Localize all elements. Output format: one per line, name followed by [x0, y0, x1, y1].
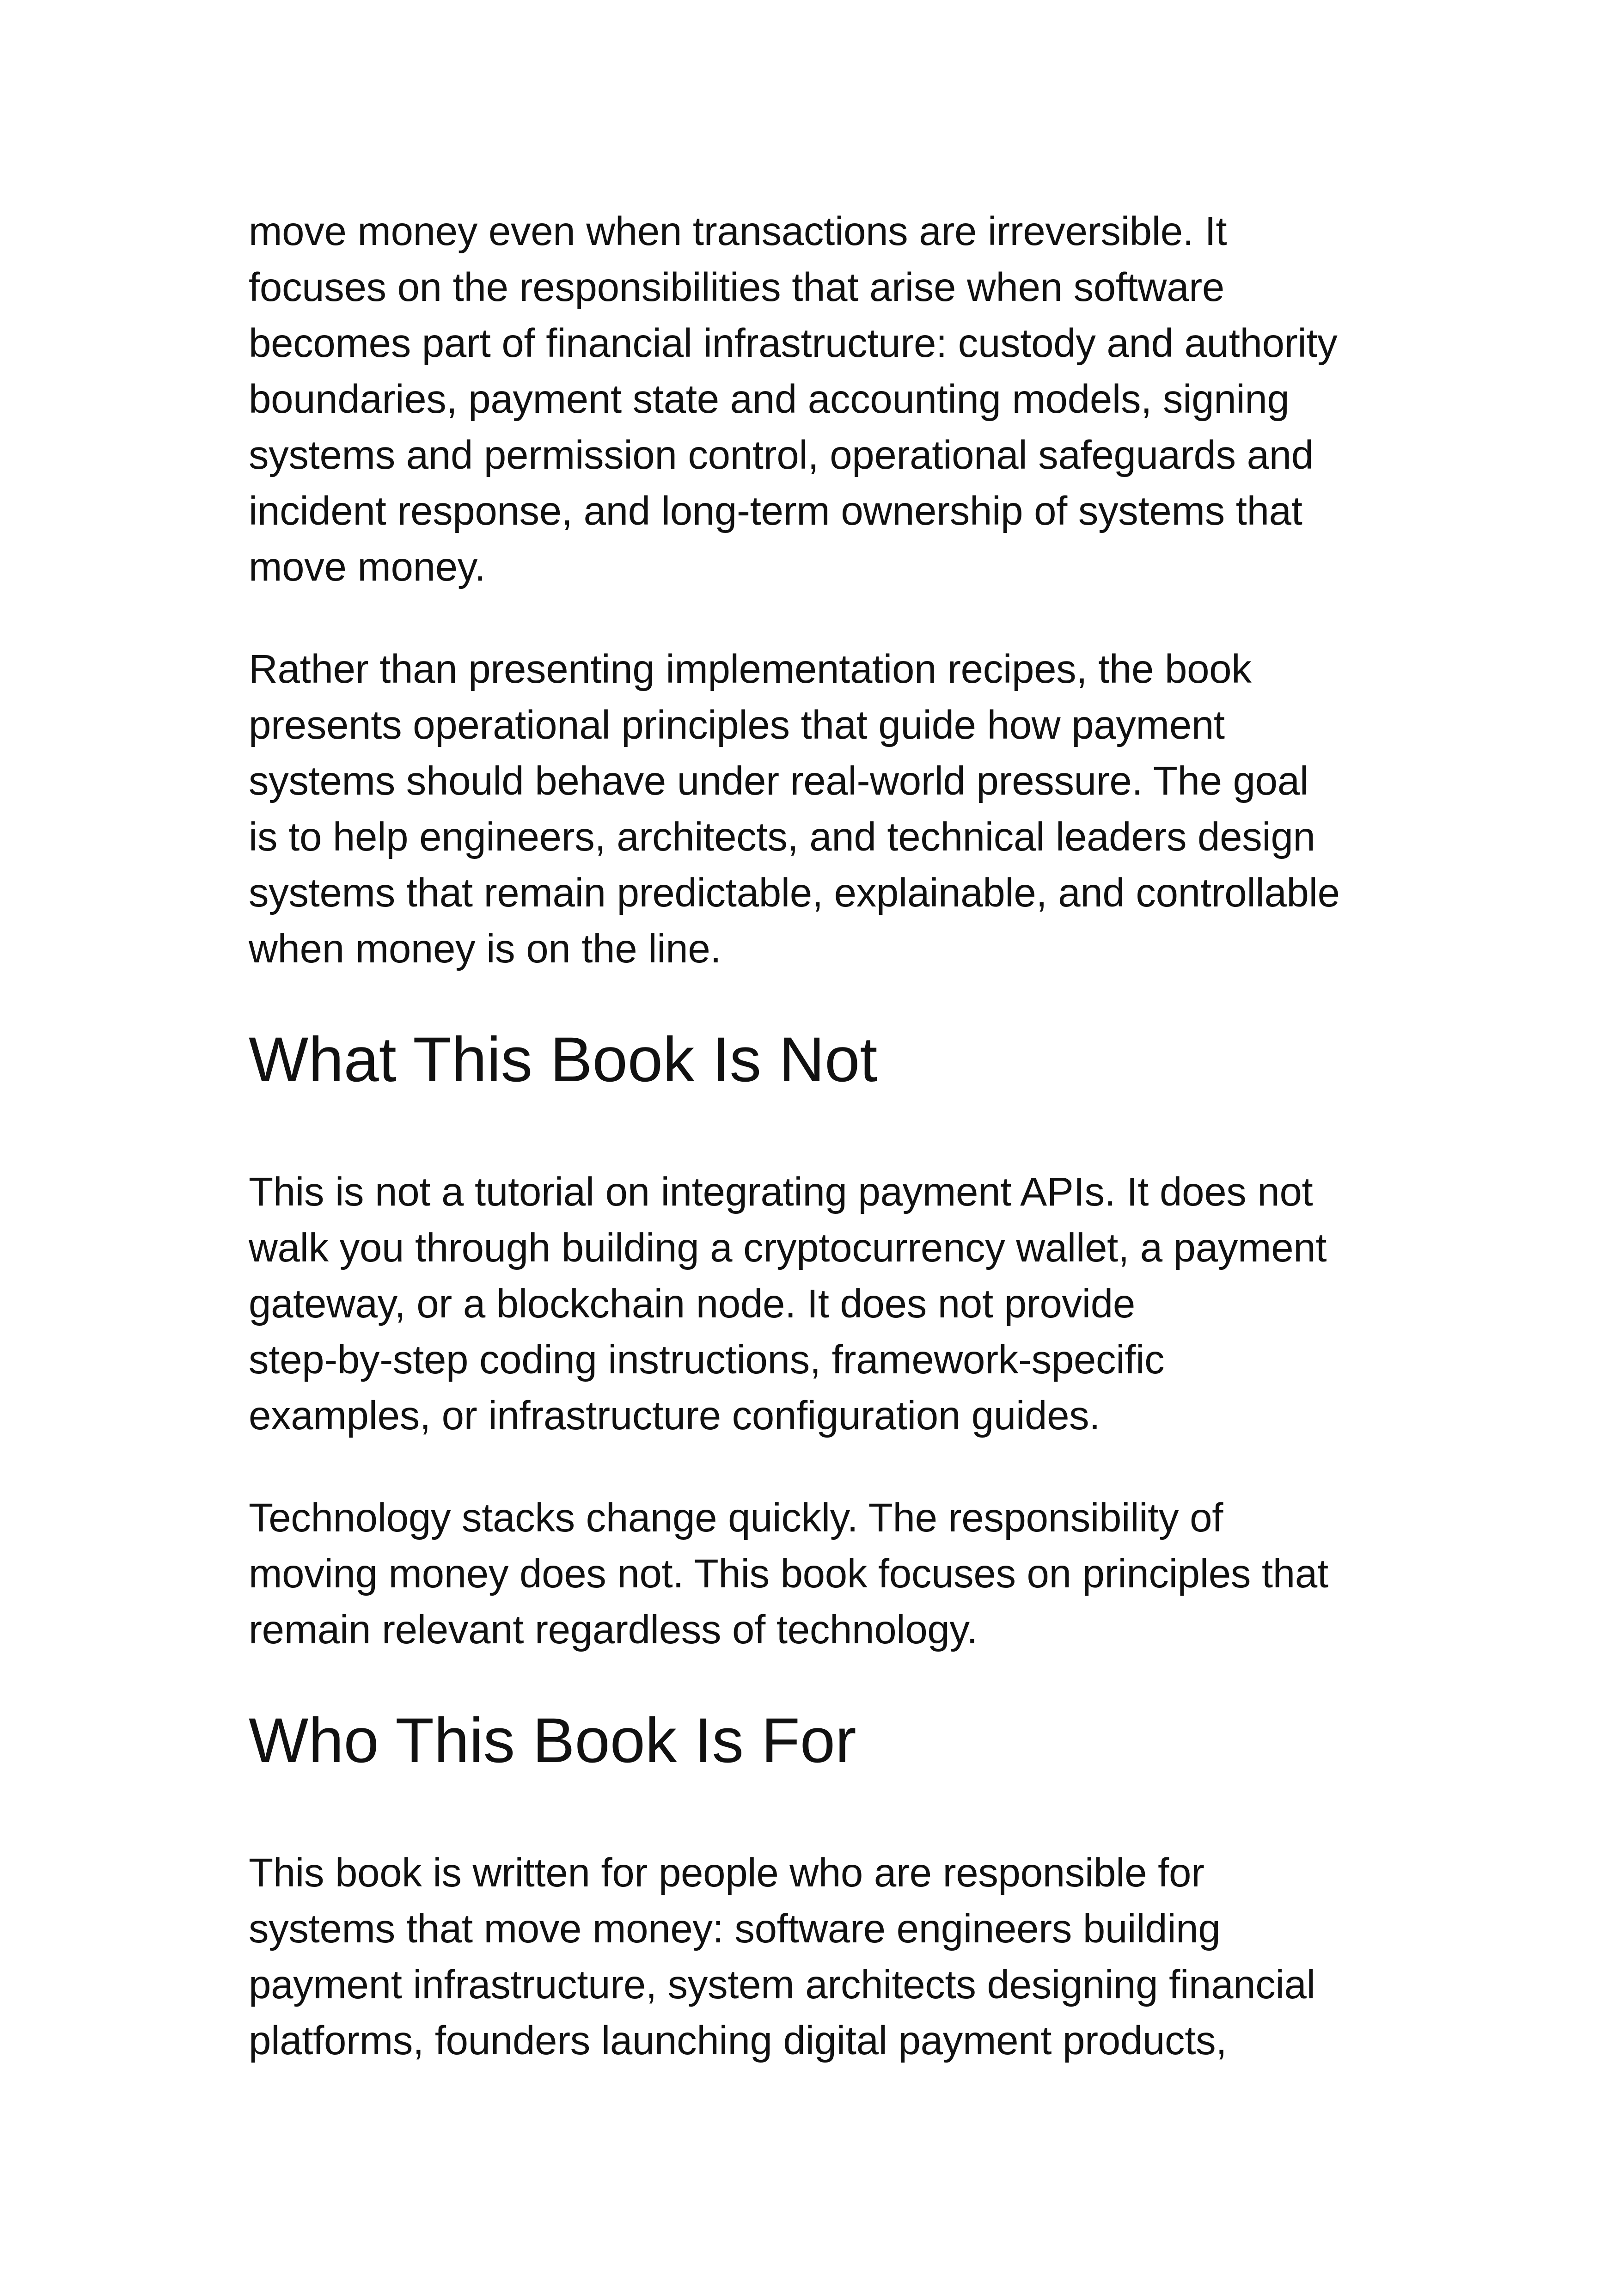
paragraph-principles	[249, 641, 1432, 977]
text-line: becomes part of financial infrastructure: custody and authority	[249, 321, 1338, 366]
text-line: focuses on the responsibilities that arise when software	[249, 265, 1225, 310]
text-line: gateway, or a blockchain node. It does not provide	[249, 1281, 1135, 1326]
paragraph-intro-continued	[249, 203, 1432, 595]
text-line: platforms, founders launching digital payment products,	[249, 2018, 1227, 2063]
section-heading-what-not: What This Book Is Not	[249, 1024, 878, 1095]
text-line: step-by-step coding instructions, framework-specific	[249, 1337, 1165, 1382]
text-line: systems that remain predictable, explainable, and controllable	[249, 870, 1340, 915]
text-line: This is not a tutorial on integrating payment APIs. It does not	[249, 1169, 1313, 1214]
text-line: systems should behave under real-world pressure. The goal	[249, 759, 1308, 803]
text-line: payment infrastructure, system architects designing financial	[249, 1962, 1315, 2007]
text-line: presents operational principles that guide how payment	[249, 703, 1225, 747]
text-line: examples, or infrastructure configuration guides.	[249, 1393, 1100, 1438]
page-body	[249, 203, 1432, 2115]
text-line: walk you through building a cryptocurrency wallet, a payment	[249, 1225, 1327, 1270]
text-line: boundaries, payment state and accounting models, signing	[249, 377, 1290, 422]
text-line: is to help engineers, architects, and technical leaders design	[249, 814, 1315, 859]
text-line: remain relevant regardless of technology.	[249, 1607, 978, 1652]
text-line: move money.	[249, 545, 486, 589]
text-line: systems that move money: software engineers building	[249, 1906, 1221, 1951]
paragraph-technology-stacks	[249, 1490, 1432, 1658]
text-line: incident response, and long-term ownership of systems that	[249, 489, 1302, 533]
text-line: when money is on the line.	[249, 926, 721, 971]
paragraph-audience	[249, 1845, 1432, 2069]
text-line: moving money does not. This book focuses on principles that	[249, 1551, 1328, 1596]
text-line: Rather than presenting implementation recipes, the book	[249, 647, 1252, 692]
text-line: This book is written for people who are responsible for	[249, 1850, 1204, 1895]
section-heading-who-for: Who This Book Is For	[249, 1705, 856, 1776]
paragraph-not-tutorial	[249, 1164, 1432, 1444]
text-line: Technology stacks change quickly. The responsibility of	[249, 1495, 1223, 1540]
text-line: systems and permission control, operational safeguards and	[249, 433, 1314, 478]
text-line: move money even when transactions are irreversible. It	[249, 209, 1227, 254]
